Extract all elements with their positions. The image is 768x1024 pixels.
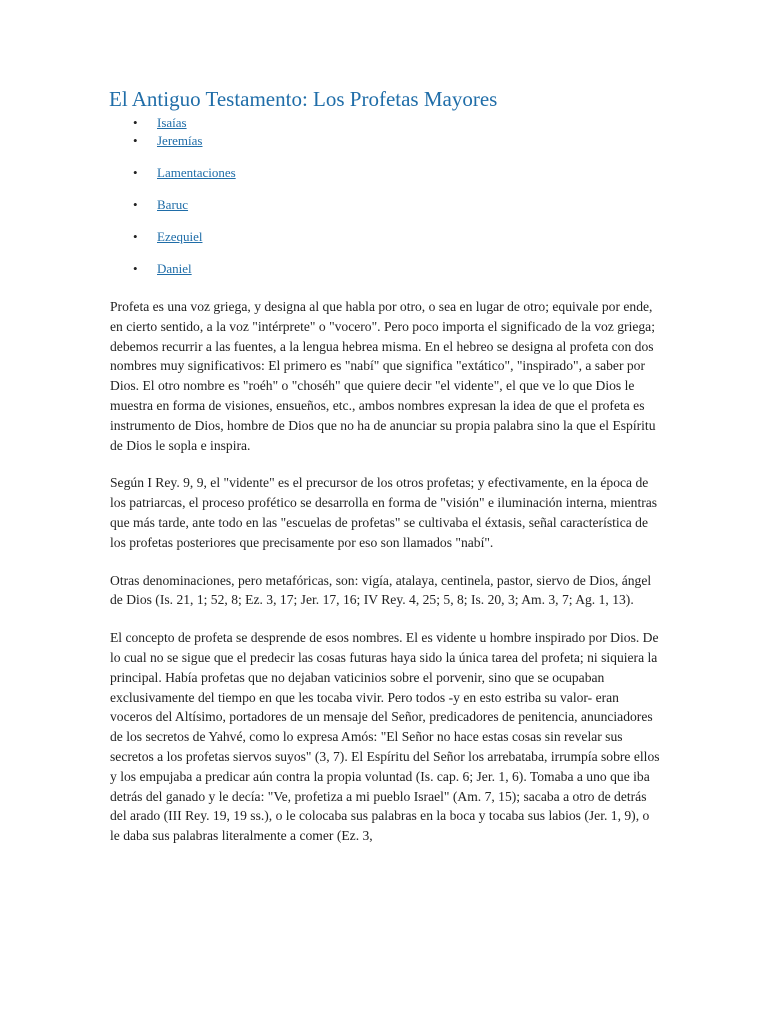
toc-item-jeremias — [133, 132, 236, 150]
page-title: El Antiguo Testamento: Los Profetas Mayores — [109, 87, 498, 111]
toc-item-lamentaciones — [133, 164, 236, 182]
bullet-icon: • — [133, 115, 138, 130]
toc-item-baruc — [133, 196, 236, 214]
toc-item-daniel — [133, 260, 236, 278]
toc-link-baruc[interactable]: Baruc — [157, 197, 189, 212]
bullet-icon: • — [133, 229, 138, 244]
toc-link-daniel[interactable]: Daniel — [157, 261, 192, 276]
toc-link-isaias[interactable]: Isaías — [157, 115, 187, 130]
toc-item-ezequiel — [133, 228, 236, 246]
paragraph-concepto: El concepto de profeta se desprende de esos nombres. El es vidente u hombre inspirado por Dios. De lo cual no se sigue que el predecir las cosas futuras haya sido la única tarea del profeta; ni siquiera la principal. Había profetas que no dejaban vaticinios sobre el porvenir, sino que se ocupaban exclusivamente del tiempo en que les tocaba vivir. Pero todos -y en esto estriba su valor- eran voceros del Altísimo, portadores de un mensaje del Señor, predicadores de penitencia, anunciadores de los secretos de Yahvé, como lo expresa Amós: "El Señor no hace estas cosas sin revelar sus secretos a los profetas siervos suyos" (3, 7). El Espíritu del Señor los arrebataba, irrumpía sobre ellos y los empujaba a predicar aún contra la propia voluntad (Is. cap. 6; Jer. 1, 6). Tomaba a uno que iba detrás del ganado y le decía: "Ve, profetiza a mi pueblo Israel" (Am. 7, 15); sacaba a otro de detrás del arado (III Rey. 19, 19 ss.), o le colocaba sus palabras en la boca y tocaba sus labios (Jer. 1, 9), o le daba sus palabras literalmente a comer (Ez. 3, — [110, 630, 660, 844]
bullet-icon: • — [133, 165, 138, 180]
paragraph-denominaciones: Otras denominaciones, pero metafóricas, son: vigía, atalaya, centinela, pastor, siervo de Dios, ángel de Dios (Is. 21, 1; 52, 8; Ez. 3, 17; Jer. 17, 16; IV Rey. 4, 25; 5, 8; Is. 20, 3; Am. 3, 7; Ag. 1, 13). — [110, 572, 652, 608]
document-body — [110, 297, 662, 864]
bullet-icon: • — [133, 133, 138, 148]
bullet-icon: • — [133, 197, 138, 212]
paragraph-profeta-definicion: Profeta es una voz griega, y designa al que habla por otro, o sea en lugar de otro; equivale por ende, en cierto sentido, a la voz "intérprete" o "vocero". Pero poco importa el significado de la voz griega; debemos recurrir a las fuentes, a la lengua hebrea misma. En el hebreo se designa al profeta con dos nombres muy significativos: El primero es "nabí" que significa "extático", "inspirado", a saber por Dios. El otro nombre es "roéh" o "choséh" que quiere decir "el vidente", el que ve lo que Dios le muestra en forma de visiones, ensueños, etc., ambos nombres expresan la idea de que el profeta es instrumento de Dios, hombre de Dios que no ha de anunciar su propia palabra sino la que el Espíritu de Dios le sopla e inspira. — [110, 299, 656, 453]
toc-link-jeremias[interactable]: Jeremías — [157, 133, 203, 148]
toc-link-lamentaciones[interactable]: Lamentaciones — [157, 165, 236, 180]
toc-item-isaias — [133, 114, 236, 132]
toc-link-ezequiel[interactable]: Ezequiel — [157, 229, 203, 244]
table-of-contents — [133, 114, 236, 278]
bullet-icon: • — [133, 261, 138, 276]
paragraph-vidente: Según I Rey. 9, 9, el "vidente" es el precursor de los otros profetas; y efectivamente, en la época de los patriarcas, el proceso profético se desarrolla en forma de "visión" e iluminación interna, mientras que más tarde, ante todo en las "escuelas de profetas" se cultivaba el éxtasis, señal característica de los profetas posteriores que precisamente por eso son llamados "nabí". — [110, 475, 658, 550]
